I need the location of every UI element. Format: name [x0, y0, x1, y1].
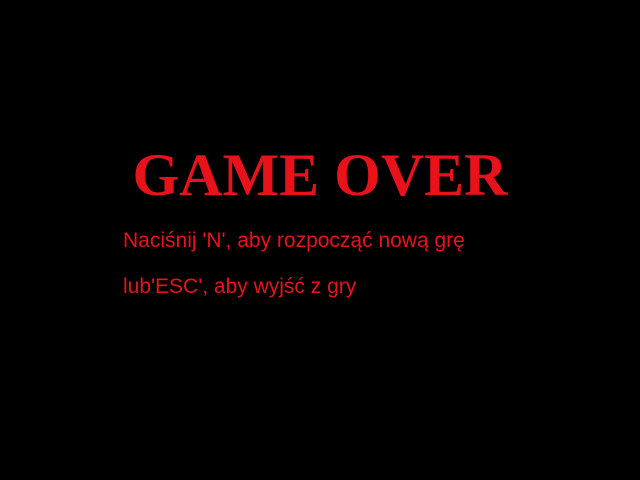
new-game-instruction: Naciśnij 'N', aby rozpocząć nową grę — [123, 229, 465, 252]
game-over-title: GAME OVER — [132, 142, 508, 208]
exit-instruction: lub'ESC', aby wyjść z gry — [123, 275, 357, 298]
